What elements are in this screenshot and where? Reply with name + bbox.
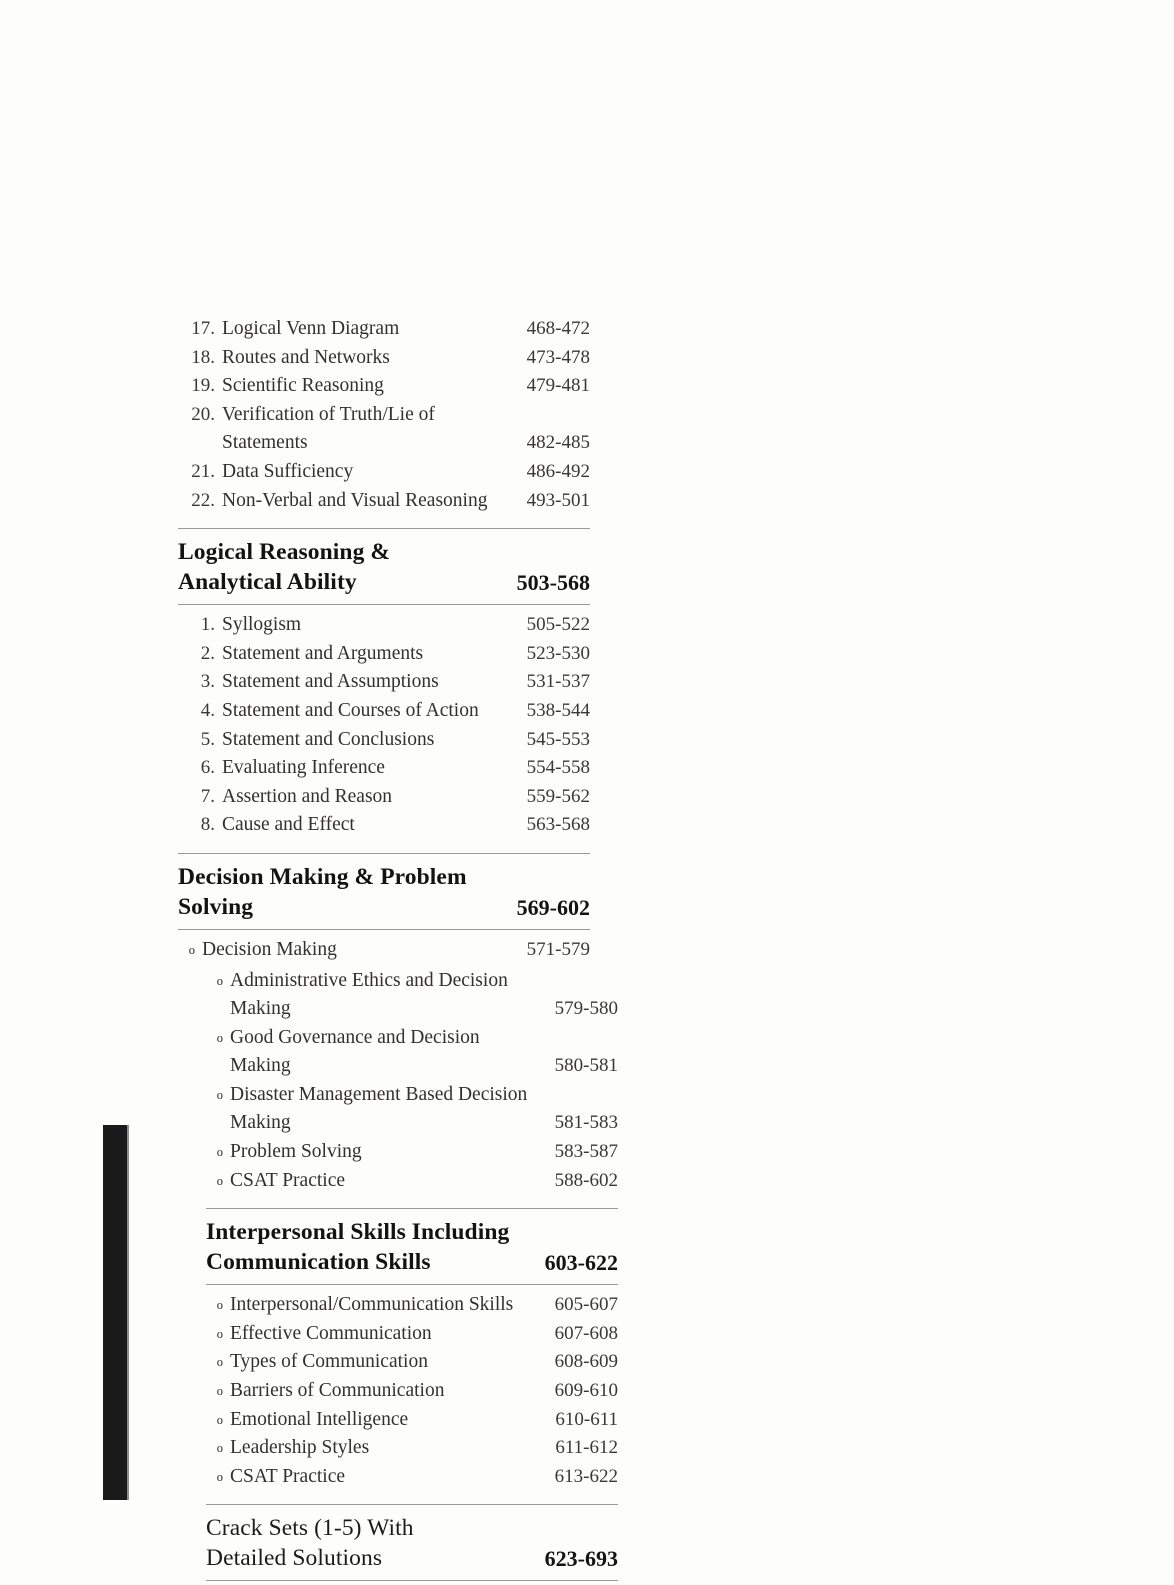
toc-entry[interactable]: [206, 1081, 618, 1138]
entry-label: Interpersonal/Communication Skills: [230, 1291, 555, 1320]
entry-pages: 608-609: [555, 1348, 618, 1377]
entry-line-2: [206, 1052, 618, 1081]
section-title: [178, 537, 404, 597]
entry-pages: 605-607: [555, 1291, 618, 1320]
entry-number: 22.: [178, 487, 222, 516]
entry-pages: 579-580: [555, 995, 618, 1024]
bullet-icon: o: [206, 1167, 230, 1196]
toc-entry[interactable]: [178, 754, 590, 783]
entry-number: 19.: [178, 372, 222, 401]
toc-entry[interactable]: [178, 697, 590, 726]
section-title-line-2: Communication Skills: [206, 1247, 509, 1277]
toc-entry[interactable]: [206, 1406, 618, 1435]
entry-label: Making: [230, 1109, 555, 1138]
entry-label: Decision Making: [202, 936, 527, 965]
toc-entry[interactable]: [178, 611, 590, 640]
entry-label: Cause and Effect: [222, 811, 527, 840]
entry-line-2: [206, 1109, 618, 1138]
toc-entry[interactable]: [178, 726, 590, 755]
entry-pages: 545-553: [527, 726, 590, 755]
entry-line-2: [206, 995, 618, 1024]
entry-label: Good Governance and Decision: [230, 1024, 618, 1053]
section-item-list: [178, 609, 590, 840]
entry-label: Leadership Styles: [230, 1434, 555, 1463]
entry-label: CSAT Practice: [230, 1463, 555, 1492]
entry-pages: 482-485: [527, 429, 590, 458]
entry-label: Statement and Courses of Action: [222, 697, 527, 726]
toc-entry[interactable]: [178, 936, 590, 965]
entry-pages: 581-583: [555, 1109, 618, 1138]
toc-entry[interactable]: [178, 640, 590, 669]
section-heading-inner: [178, 862, 590, 922]
entry-number: 3.: [178, 668, 222, 697]
entry-label: Emotional Intelligence: [230, 1406, 555, 1435]
section-pages: 569-602: [517, 895, 590, 922]
section-heading-inner: [206, 1217, 618, 1277]
toc-entry[interactable]: [178, 668, 590, 697]
bullet-icon: o: [206, 1406, 230, 1435]
section-heading-inner: [206, 1513, 618, 1573]
entry-line-2: [178, 429, 590, 458]
entry-number: 1.: [178, 611, 222, 640]
toc-entry[interactable]: [206, 967, 618, 1024]
section-item-list: [206, 1289, 618, 1491]
entry-line-1: [178, 401, 590, 430]
toc-entry[interactable]: [206, 1024, 618, 1081]
bullet-icon: o: [206, 1377, 230, 1406]
entry-number: 18.: [178, 344, 222, 373]
entry-label: Assertion and Reason: [222, 783, 527, 812]
toc-entry[interactable]: [178, 458, 590, 487]
entry-pages: 611-612: [555, 1434, 618, 1463]
entry-label: Problem Solving: [230, 1138, 555, 1167]
entry-pages: 473-478: [527, 344, 590, 373]
entry-label: Statement and Conclusions: [222, 726, 527, 755]
toc-entry[interactable]: [178, 315, 590, 344]
bullet-icon: o: [206, 967, 230, 996]
entry-label: Disaster Management Based Decision: [230, 1081, 618, 1110]
entry-label: CSAT Practice: [230, 1167, 555, 1196]
book-spine-bar: [103, 1125, 129, 1500]
entry-number: 2.: [178, 640, 222, 669]
section-title: [206, 1513, 428, 1573]
bullet-icon: o: [206, 1138, 230, 1167]
section-title-line-1: Logical Reasoning &: [178, 537, 390, 567]
left-sections: [178, 528, 590, 964]
section-title-line-2: Solving: [178, 892, 467, 922]
toc-entry[interactable]: [206, 1348, 618, 1377]
right-continued-list: [206, 965, 618, 1196]
toc-right-column: [206, 965, 618, 1585]
entry-number: 21.: [178, 458, 222, 487]
section-pages: 623-693: [545, 1546, 618, 1573]
entry-label: Non-Verbal and Visual Reasoning: [222, 487, 527, 516]
entry-label: Administrative Ethics and Decision: [230, 967, 618, 996]
entry-number: 5.: [178, 726, 222, 755]
entry-label: Evaluating Inference: [222, 754, 527, 783]
section-pages: 503-568: [517, 570, 590, 597]
entry-label: Making: [230, 995, 555, 1024]
entry-pages: 610-611: [555, 1406, 618, 1435]
section-heading[interactable]: [178, 528, 590, 605]
entry-pages: 554-558: [527, 754, 590, 783]
entry-label: Effective Communication: [230, 1320, 555, 1349]
toc-entry[interactable]: [178, 487, 590, 516]
toc-entry[interactable]: [178, 344, 590, 373]
entry-label: Types of Communication: [230, 1348, 555, 1377]
toc-entry[interactable]: [178, 811, 590, 840]
toc-entry[interactable]: [178, 401, 590, 458]
entry-number: 6.: [178, 754, 222, 783]
entry-line-1: [206, 1024, 618, 1053]
entry-number: 8.: [178, 811, 222, 840]
right-sections: [206, 1208, 618, 1581]
entry-label: Statement and Assumptions: [222, 668, 527, 697]
entry-label: Verification of Truth/Lie of: [222, 401, 590, 430]
toc-entry[interactable]: [206, 1377, 618, 1406]
entry-pages: 607-608: [555, 1320, 618, 1349]
entry-pages: 559-562: [527, 783, 590, 812]
entry-label: Statements: [222, 429, 527, 458]
bullet-icon: o: [206, 1320, 230, 1349]
toc-entry[interactable]: [206, 1138, 618, 1167]
entry-pages: 523-530: [527, 640, 590, 669]
section-heading-inner: [178, 537, 590, 597]
entry-number: 7.: [178, 783, 222, 812]
bullet-icon: o: [206, 1024, 230, 1053]
section-title-line-2: Analytical Ability: [178, 567, 390, 597]
entry-label: Statement and Arguments: [222, 640, 527, 669]
entry-pages: 571-579: [527, 936, 590, 965]
entry-label: Data Sufficiency: [222, 458, 527, 487]
bullet-icon: o: [206, 1348, 230, 1377]
entry-number: 17.: [178, 315, 222, 344]
entry-line-1: [206, 1081, 618, 1110]
toc-entry[interactable]: [206, 1320, 618, 1349]
bullet-icon: o: [178, 936, 202, 965]
bullet-icon: o: [206, 1463, 230, 1492]
section-pages: 603-622: [545, 1250, 618, 1277]
entry-pages: 588-602: [555, 1167, 618, 1196]
toc-entry[interactable]: [178, 372, 590, 401]
entry-label: Making: [230, 1052, 555, 1081]
entry-label: Routes and Networks: [222, 344, 527, 373]
entry-pages: 479-481: [527, 372, 590, 401]
section-title-line-2: Detailed Solutions: [206, 1543, 414, 1573]
entry-label: Barriers of Communication: [230, 1377, 555, 1406]
entry-pages: 580-581: [555, 1052, 618, 1081]
section-title-line-1: Interpersonal Skills Including: [206, 1217, 509, 1247]
entry-number: 4.: [178, 697, 222, 726]
toc-entry[interactable]: [206, 1463, 618, 1492]
section-title: [206, 1217, 523, 1277]
entry-pages: 531-537: [527, 668, 590, 697]
entry-pages: 613-622: [555, 1463, 618, 1492]
toc-columns: [178, 313, 1023, 1585]
toc-left-column: [178, 313, 590, 965]
entry-line-1: [206, 967, 618, 996]
entry-pages: 609-610: [555, 1377, 618, 1406]
entry-pages: 493-501: [527, 487, 590, 516]
toc-entry[interactable]: [206, 1291, 618, 1320]
section-heading[interactable]: [178, 853, 590, 930]
section-heading[interactable]: [206, 1504, 618, 1581]
entry-pages: 486-492: [527, 458, 590, 487]
section-title-line-1: Crack Sets (1-5) With: [206, 1513, 414, 1543]
left-continued-list: [178, 313, 590, 515]
bullet-icon: o: [206, 1081, 230, 1110]
toc-entry[interactable]: [178, 783, 590, 812]
section-title: [178, 862, 481, 922]
bullet-icon: o: [206, 1434, 230, 1463]
entry-pages: 583-587: [555, 1138, 618, 1167]
entry-label: Scientific Reasoning: [222, 372, 527, 401]
entry-label: Syllogism: [222, 611, 527, 640]
entry-pages: 505-522: [527, 611, 590, 640]
entry-label: Logical Venn Diagram: [222, 315, 527, 344]
bullet-icon: o: [206, 1291, 230, 1320]
section-item-list: [178, 934, 590, 965]
toc-entry[interactable]: [206, 1167, 618, 1196]
entry-pages: 538-544: [527, 697, 590, 726]
entry-pages: 468-472: [527, 315, 590, 344]
section-heading[interactable]: [206, 1208, 618, 1285]
section-title-line-1: Decision Making & Problem: [178, 862, 467, 892]
entry-number: 20.: [178, 401, 222, 430]
toc-entry[interactable]: [206, 1434, 618, 1463]
entry-pages: 563-568: [527, 811, 590, 840]
